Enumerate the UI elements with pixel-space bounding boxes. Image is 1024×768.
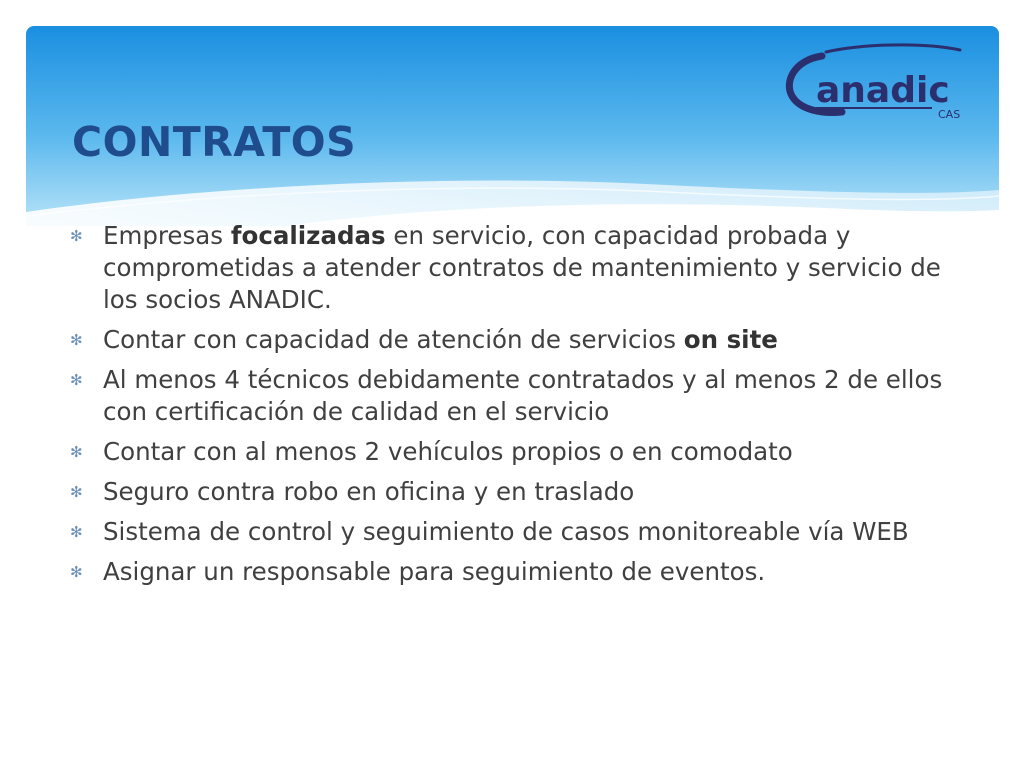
anadic-logo [782, 36, 972, 126]
bullet-text: Empresas [103, 221, 231, 250]
asterisk-bullet-icon: ✻ [70, 331, 83, 349]
logo-wordmark: anadic [816, 70, 950, 111]
asterisk-bullet-icon: ✻ [70, 371, 83, 389]
bullet-emphasis: focalizadas [230, 221, 386, 250]
bullet-item [70, 436, 970, 468]
bullet-text: Asignar un responsable para seguimiento de eventos. [103, 557, 766, 586]
bullet-list [70, 220, 970, 596]
logo-subtext: CAS [938, 108, 961, 121]
asterisk-bullet-icon: ✻ [70, 227, 83, 245]
slide-title: CONTRATOS [72, 118, 357, 166]
bullet-text: Contar con capacidad de atención de servicios [103, 325, 684, 354]
bullet-item [70, 516, 970, 548]
bullet-item [70, 364, 970, 428]
asterisk-bullet-icon: ✻ [70, 563, 83, 581]
asterisk-bullet-icon: ✻ [70, 483, 83, 501]
asterisk-bullet-icon: ✻ [70, 443, 83, 461]
bullet-item [70, 476, 970, 508]
bullet-item [70, 556, 970, 588]
bullet-text: en servicio, con capacidad probada y comprometidas a atender contratos de mantenimiento y servicio de los socios ANADIC. [103, 221, 941, 314]
bullet-item [70, 220, 970, 316]
bullet-item [70, 324, 970, 356]
bullet-text: Al menos 4 técnicos debidamente contratados y al menos 2 de ellos con certificación de calidad en el servicio [103, 365, 943, 426]
asterisk-bullet-icon: ✻ [70, 523, 83, 541]
bullet-text: Seguro contra robo en oficina y en traslado [103, 477, 635, 506]
bullet-text: Contar con al menos 2 vehículos propios o en comodato [103, 437, 793, 466]
bullet-text: Sistema de control y seguimiento de casos monitoreable vía WEB [103, 517, 909, 546]
bullet-emphasis: on site [683, 325, 778, 354]
